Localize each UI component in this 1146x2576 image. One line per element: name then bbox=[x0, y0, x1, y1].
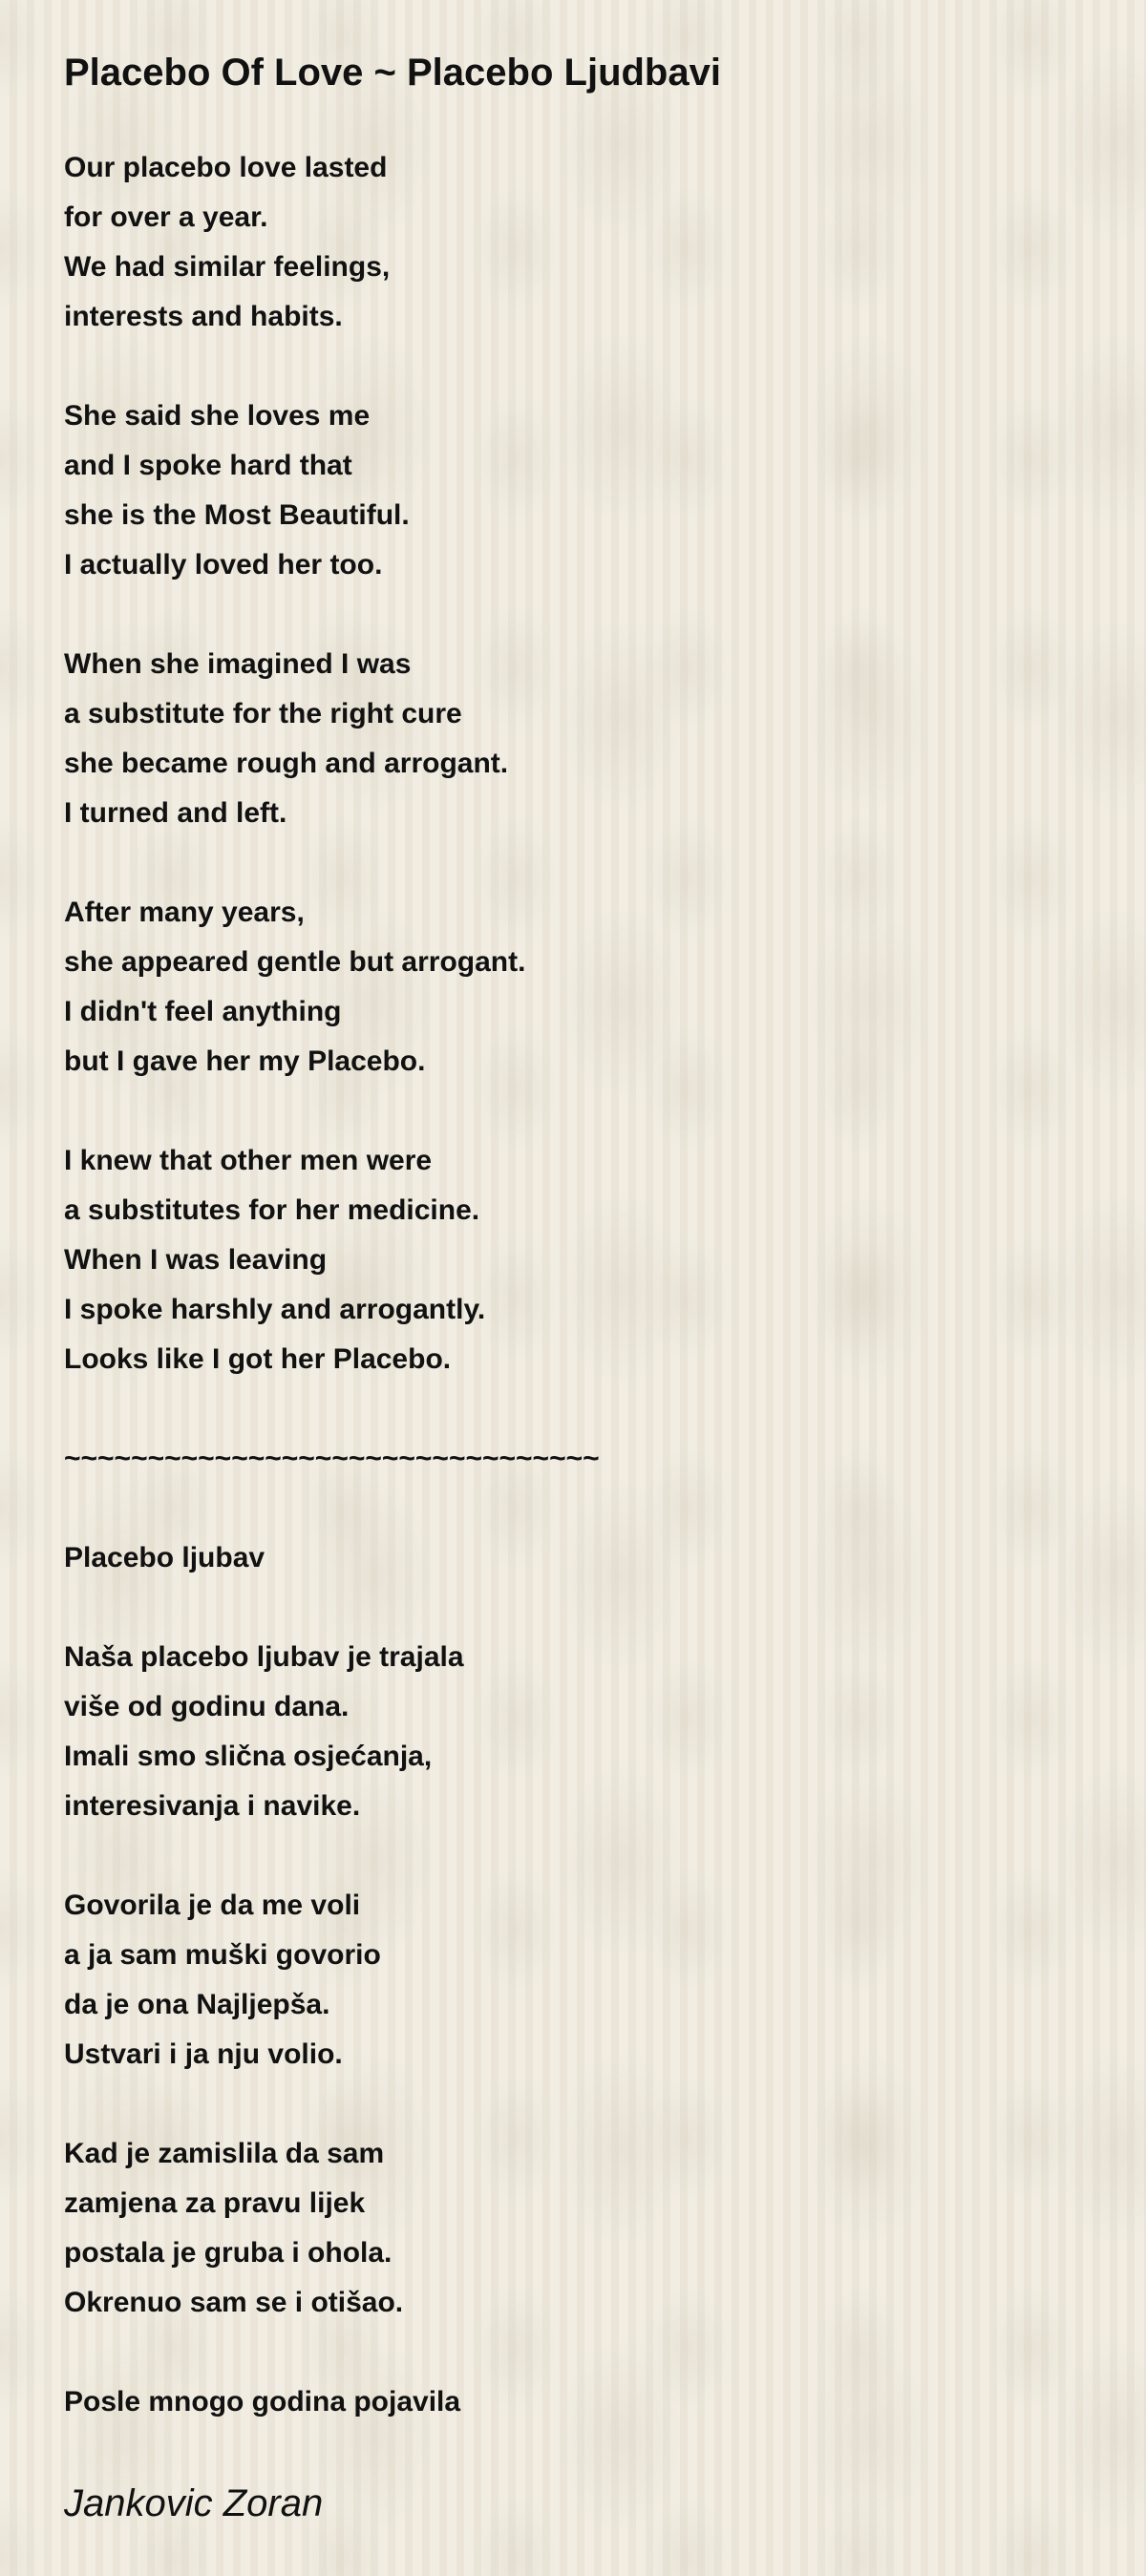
stanza-gap bbox=[64, 1484, 1095, 1533]
poem-line: Kad je zamislila da sam bbox=[64, 2138, 385, 2169]
poem-line: she became rough and arrogant. bbox=[64, 748, 509, 779]
poem-line: više od godinu dana. bbox=[64, 1691, 350, 1722]
poem-line: Naša placebo ljubav je trajala bbox=[64, 1641, 464, 1673]
poem-line: When she imagined I was bbox=[64, 648, 412, 680]
poem-line: After many years, bbox=[64, 897, 305, 928]
poem-line: interests and habits. bbox=[64, 301, 343, 332]
author-name: Jankovic Zoran bbox=[64, 2482, 324, 2524]
stanza-gap bbox=[64, 342, 1095, 391]
poem-line: zamjena za pravu lijek bbox=[64, 2187, 366, 2219]
poem-line: a substitutes for her medicine. bbox=[64, 1194, 480, 1226]
poem-line: I knew that other men were bbox=[64, 1145, 433, 1176]
poem-title: Placebo Of Love ~ Placebo Ljudbavi bbox=[64, 52, 721, 94]
poem-line: postala je gruba i ohola. bbox=[64, 2237, 393, 2269]
poem-line: Looks like I got her Placebo. bbox=[64, 1343, 452, 1375]
poem-line: Imali smo slična osjećanja, bbox=[64, 1741, 433, 1772]
poem-line: she is the Most Beautiful. bbox=[64, 499, 410, 531]
poem-line: Posle mnogo godina pojavila bbox=[64, 2386, 461, 2418]
poem-line: We had similar feelings, bbox=[64, 251, 391, 283]
poem-line: but I gave her my Placebo. bbox=[64, 1045, 426, 1077]
stanza-gap bbox=[64, 1087, 1095, 1136]
poem-line: Our placebo love lasted bbox=[64, 152, 388, 183]
poem-line: interesivanja i navike. bbox=[64, 1790, 361, 1822]
stanza-gap bbox=[64, 2328, 1095, 2377]
poem-line: Ustvari i ja nju volio. bbox=[64, 2038, 343, 2070]
poem-line: I spoke harshly and arrogantly. bbox=[64, 1294, 486, 1325]
poem-line: I actually loved her too. bbox=[64, 549, 383, 581]
stanza-gap bbox=[64, 1583, 1095, 1633]
stanza-gap bbox=[64, 838, 1095, 888]
poem-line: a ja sam muški govorio bbox=[64, 1939, 381, 1971]
poem-line: ~~~~~~~~~~~~~~~~~~~~~~~~~~~~~~~~ bbox=[64, 1443, 600, 1474]
poem-line: a substitute for the right cure bbox=[64, 698, 462, 729]
poem-line: Placebo ljubav bbox=[64, 1542, 265, 1573]
poem-line: and I spoke hard that bbox=[64, 450, 352, 481]
poem-line: When I was leaving bbox=[64, 1244, 328, 1276]
poem-line: Okrenuo sam se i otišao. bbox=[64, 2287, 404, 2318]
poem-line: Govorila je da me voli bbox=[64, 1890, 361, 1921]
poem-line: da je ona Najljepša. bbox=[64, 1989, 330, 2020]
poem-line: I didn't feel anything bbox=[64, 996, 342, 1027]
stanza-gap bbox=[64, 1831, 1095, 1881]
stanza-gap bbox=[64, 2080, 1095, 2129]
poem-line: for over a year. bbox=[64, 201, 268, 233]
poem-body bbox=[64, 143, 1095, 2427]
poem-line: she appeared gentle but arrogant. bbox=[64, 946, 526, 978]
poem-line: She said she loves me bbox=[64, 400, 371, 432]
stanza-gap bbox=[64, 1384, 1095, 1434]
stanza-gap bbox=[64, 590, 1095, 640]
poem-line: I turned and left. bbox=[64, 797, 287, 829]
